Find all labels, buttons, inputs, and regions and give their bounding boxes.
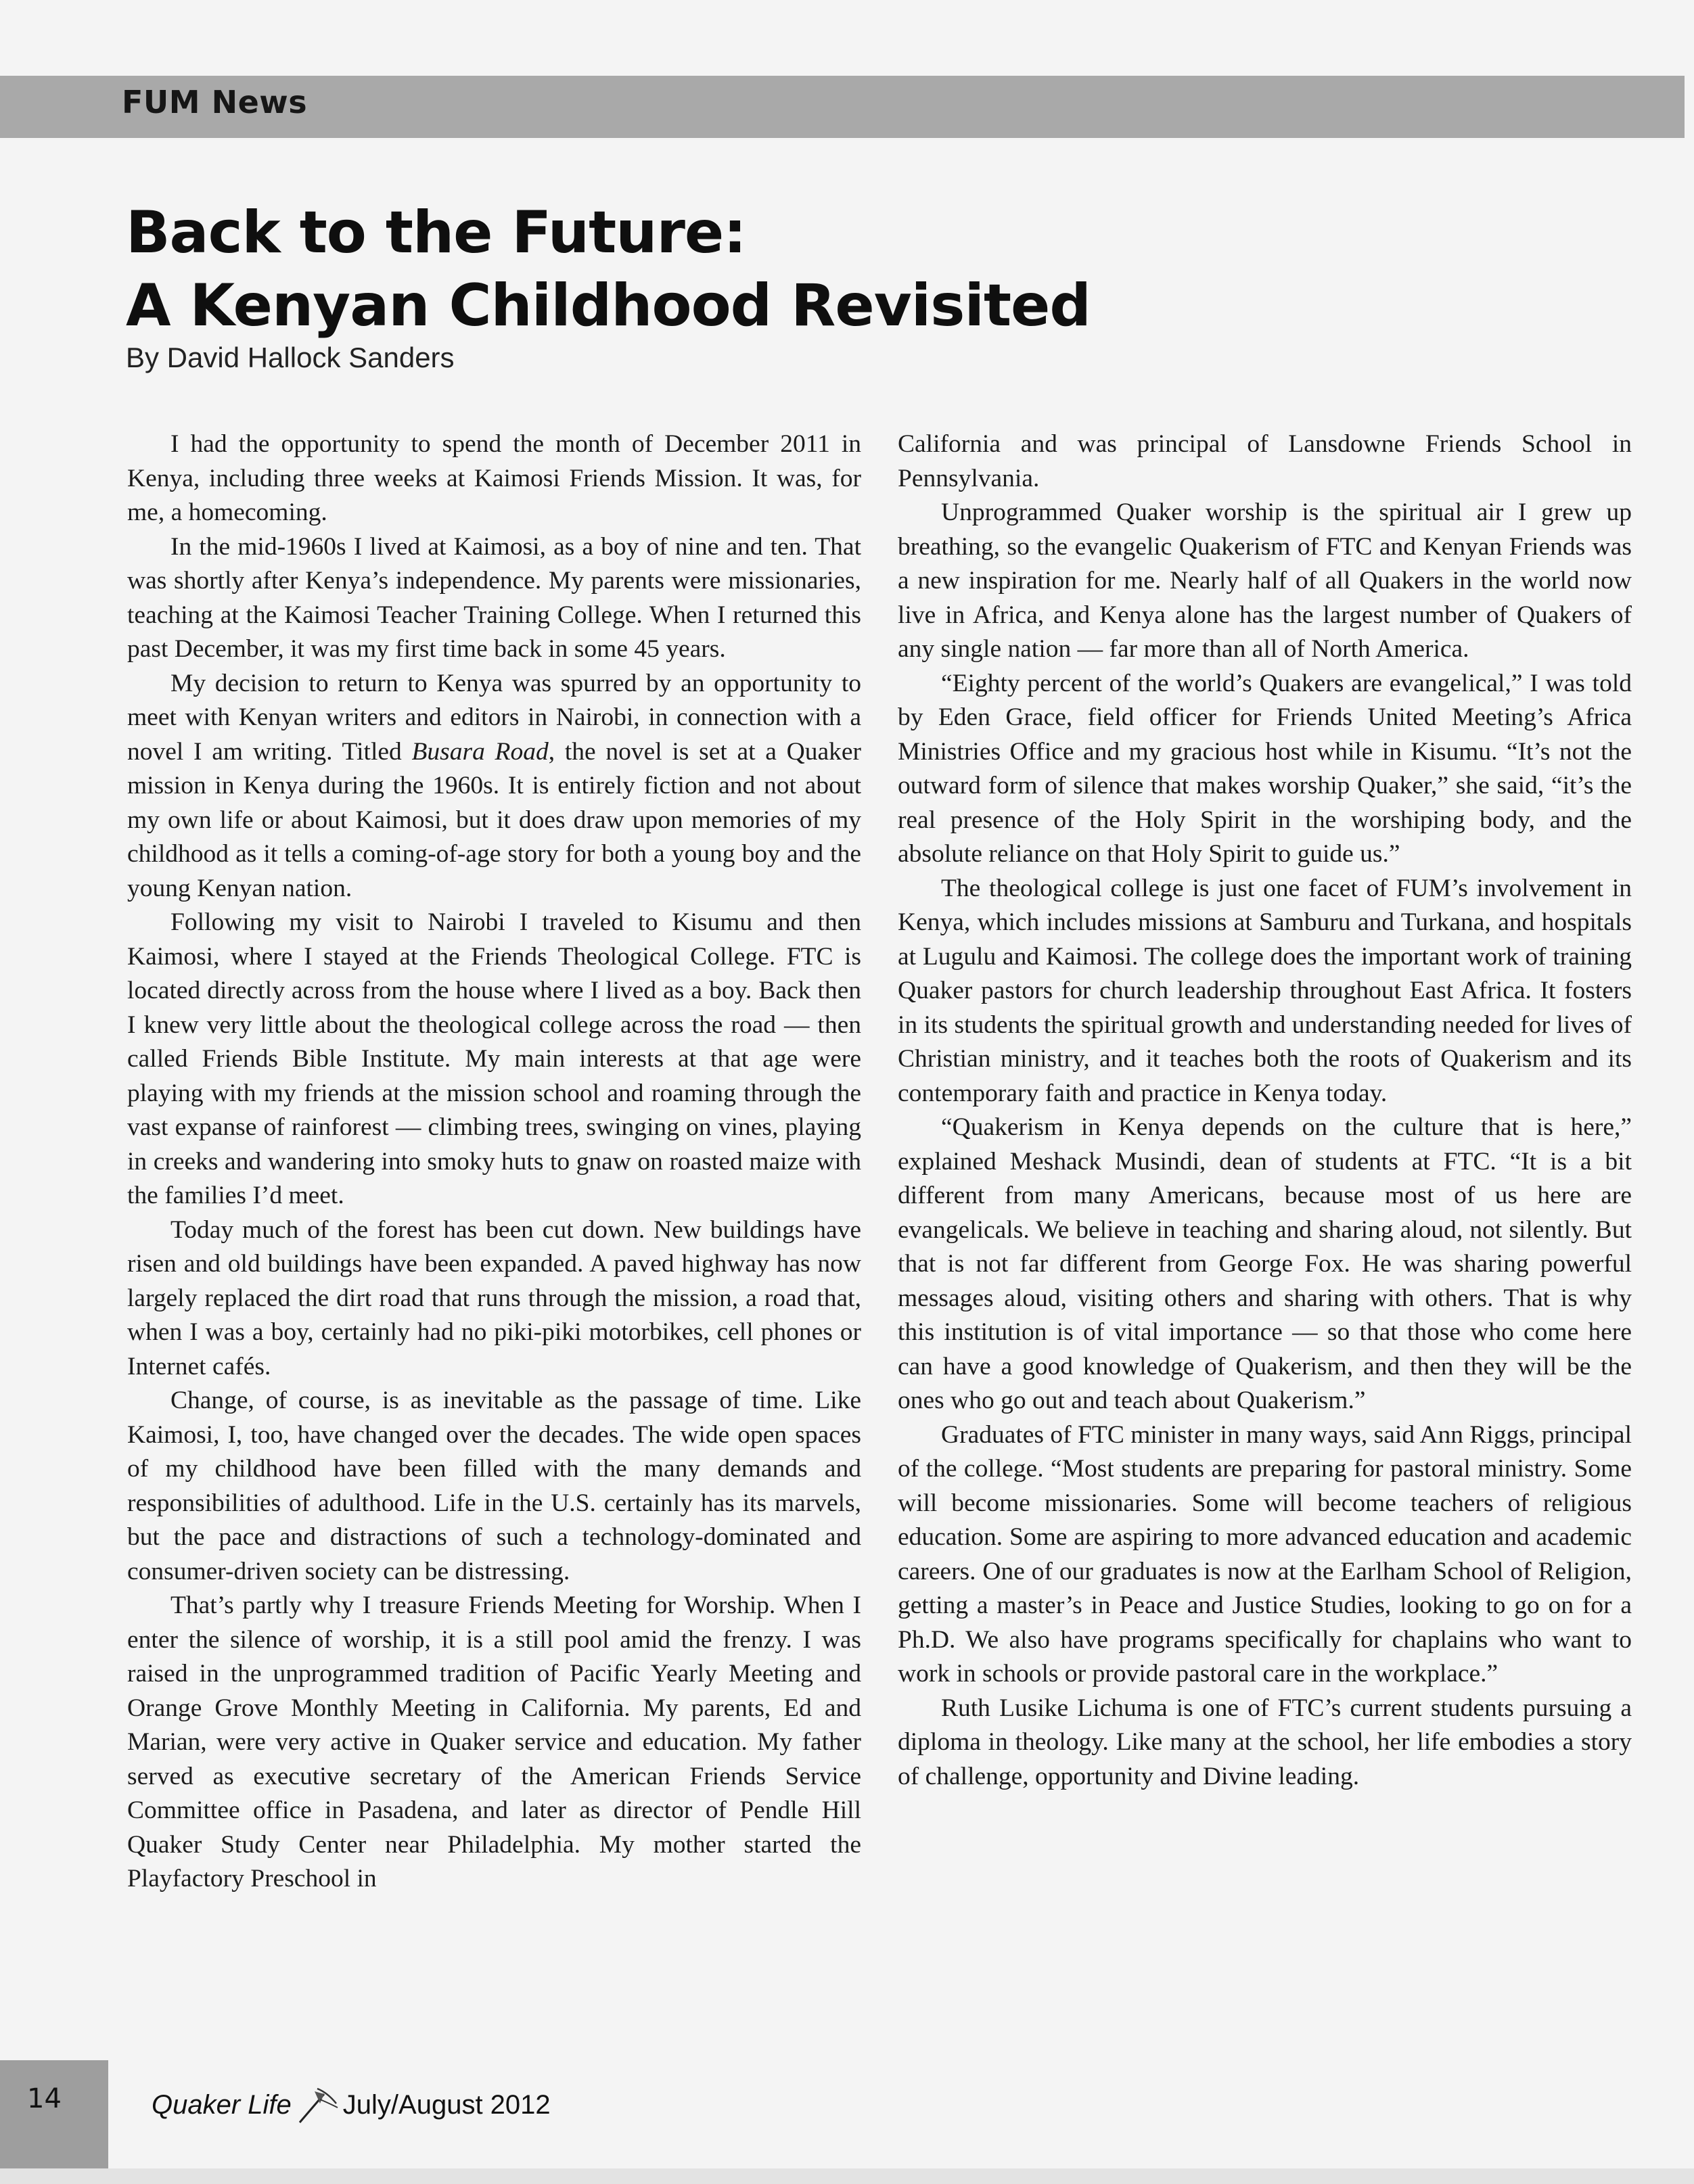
paragraph: Today much of the forest has been cut down. New buildings have risen and old buildings have been expanded. A paved highway has now largely replaced the dirt road that runs through the mission, a road that, when I was a boy, certainly had no piki-piki motorbikes, cell phones or Internet cafés. [127, 1215, 861, 1380]
paragraph: Change, of course, is as inevitable as the passage of time. Like Kaimosi, I, too, have changed over the decades. The wide open spaces of my childhood have been filled with the many demands and responsibilities of adulthood. Life in the U.S. certainly has its marvels, but the pace and distractions of such a technology-dominated and consumer-driven society can be distressing. [127, 1387, 861, 1585]
paragraph: “Eighty percent of the world’s Quakers are evangelical,” I was told by Eden Grace, field officer for Friends United Meeting’s Africa Ministries Office and my gracious host while in Kisumu. “It’s not the outward form of silence that makes worship Quaker,” she said, “it’s the real presence of the Holy Spirit in the worshiping body, and the absolute reliance on that Holy Spirit to guide us.” [898, 669, 1632, 868]
article-title-line-1: Back to the Future: [126, 199, 746, 266]
paragraph: Following my visit to Nairobi I traveled to Kisumu and then Kaimosi, where I stayed at the Friends Theological College. FTC is located directly across from the house where I lived as a boy. Back then I knew very little about the theological college across the road — then called Friends Bible Institute. My main interests at that age were playing with my friends at the mission school and roaming through the vast expanse of rainforest — climbing trees, swinging on vines, playing in creeks and wandering into smoky huts to gnaw on roasted maize with the families I’d meet. [127, 908, 861, 1209]
page-number-box [0, 2060, 108, 2168]
section-label: FUM News [122, 84, 308, 120]
paragraph: “Quakerism in Kenya depends on the culture that is here,” explained Meshack Musindi, dean of students at FTC. “It is a bit different from many Americans, because most of us here are evangelicals. We believe in teaching and sharing aloud, not silently. But that is not far different from George Fox. He was sharing powerful messages aloud, visiting others and sharing with others. That is why this institution is of vital importance — so that those who come here can have a good knowledge of Quakerism, and then they will be the ones who go out and teach about Quakerism.” [898, 1113, 1632, 1414]
paragraph: Ruth Lusike Lichuma is one of FTC’s current students pursuing a diploma in theology. Like many at the school, her life embodies a story of challenge, opportunity and Divine leading. [898, 1694, 1632, 1790]
article-column-left [127, 427, 861, 1897]
article-column-right [898, 427, 1632, 1794]
footer-credit [152, 2085, 551, 2125]
paragraph-continuation: California and was principal of Lansdowne Friends School in Pennsylvania. [898, 430, 1632, 492]
quaker-life-logo-icon [297, 2085, 340, 2125]
byline: By David Hallock Sanders [126, 342, 455, 373]
paragraph: In the mid-1960s I lived at Kaimosi, as a boy of nine and ten. That was shortly after Kenya’s independence. My parents were missionaries, teaching at the Kaimosi Teacher Training College. When I returned this past December, it was my first time back in some 45 years. [127, 532, 861, 663]
paragraph: Unprogrammed Quaker worship is the spiritual air I grew up breathing, so the evangelic Quakerism of FTC and Kenyan Friends was a new inspiration for me. Nearly half of all Quakers in the world now live in Africa, and Kenya alone has the largest number of Quakers of any single nation — far more than all of North America. [898, 498, 1632, 663]
paragraph: That’s partly why I treasure Friends Meeting for Worship. When I enter the silence of worship, it is a still pool amid the frenzy. I was raised in the unprogrammed tradition of Pacific Yearly Meeting and Orange Grove Monthly Meeting in California. My parents, Ed and Marian, were very active in Quaker service and education. My father served as executive secretary of the American Friends Service Committee office in Pasadena, and later as director of Pendle Hill Quaker Study Center near Philadelphia. My mother started the Playfactory Preschool in [127, 1591, 861, 1892]
article-title-line-2: A Kenyan Childhood Revisited [126, 272, 1091, 340]
issue-date: July/August 2012 [342, 2089, 551, 2120]
page-number: 14 [27, 2083, 62, 2114]
paragraph: I had the opportunity to spend the month of December 2011 in Kenya, including three weeks at Kaimosi Friends Mission. It was, for me, a homecoming. [127, 430, 861, 526]
article-title [126, 196, 1580, 342]
magazine-name: Quaker Life [152, 2089, 292, 2120]
novel-title: Busara Road [411, 737, 549, 766]
paragraph: My decision to return to Kenya was spurred by an opportunity to meet with Kenyan writers and editors in Nairobi, in connection with a novel I am writing. Titled Busara Road, the novel is set at a Quaker mission in Kenya during the 1960s. It is entirely fiction and not about my own life or about Kaimosi, but it does draw upon memories of my childhood as it tells a coming-of-age story for both a young boy and the young Kenyan nation. [127, 669, 862, 902]
page-bottom-edge [0, 2168, 1694, 2184]
paragraph: The theological college is just one facet of FUM’s involvement in Kenya, which includes missions at Samburu and Turkana, and hospitals at Lugulu and Kaimosi. The college does the important work of training Quaker pastors for church leadership throughout East Africa. It fosters in its students the spiritual growth and understanding needed for lives of Christian ministry, and it teaches both the roots of Quakerism and its contemporary faith and practice in Kenya today. [898, 874, 1632, 1107]
paragraph: Graduates of FTC minister in many ways, said Ann Riggs, principal of the college. “Most students are preparing for pastoral ministry. Some will become missionaries. Some will become teachers of religious education. Some are aspiring to more advanced education and academic careers. One of our graduates is now at the Earlham School of Religion, getting a master’s in Peace and Justice Studies, looking to go on for a Ph.D. We also have programs specifically for chaplains who want to work in schools or provide pastoral care in the workplace.” [898, 1420, 1632, 1688]
